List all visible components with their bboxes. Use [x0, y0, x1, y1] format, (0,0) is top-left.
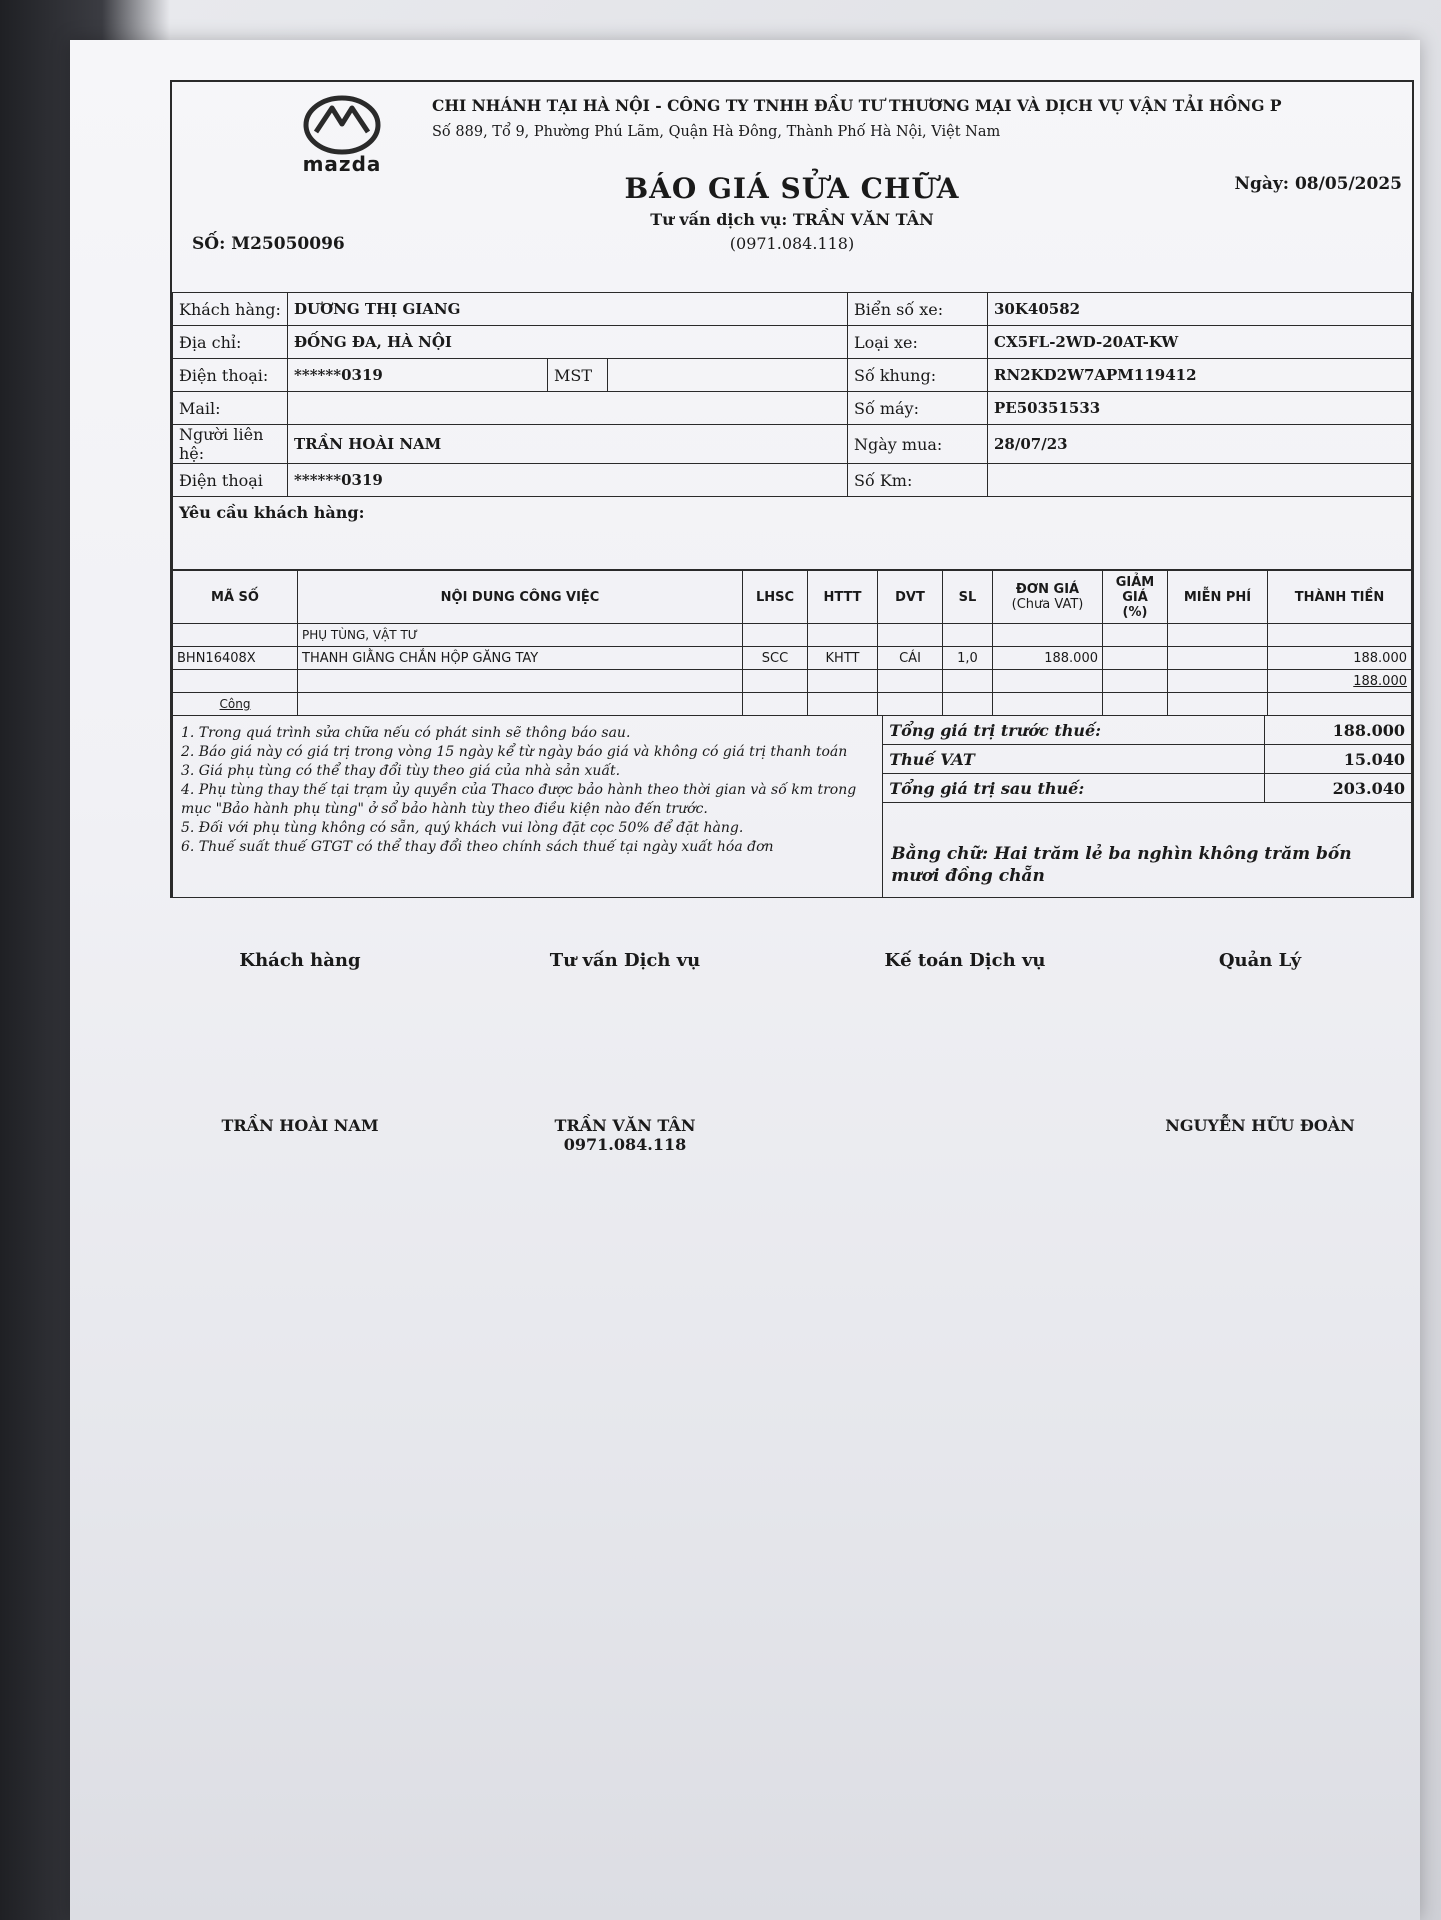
parts-subtotal: 188.000 [1268, 670, 1412, 693]
table-row [173, 647, 1412, 670]
col-unit-price-label: ĐƠN GIÁ [1015, 582, 1080, 597]
note-item: 2. Báo giá này có giá trị trong vòng 15 ngày kể từ ngày báo giá và không có giá trị thanh toán [181, 744, 848, 760]
subtotal-row [173, 670, 1412, 693]
contact-label: Người liên hệ: [173, 425, 288, 464]
col-free: MIỄN PHÍ [1168, 571, 1268, 624]
mazda-logo [292, 94, 392, 176]
service-advisor: Tư vấn dịch vụ: TRẦN VĂN TÂN [650, 210, 934, 229]
customer-address: ĐỐNG ĐA, HÀ NỘI [288, 326, 848, 359]
signature-accountant [850, 950, 1080, 971]
item-discount [1103, 647, 1168, 670]
km-value [988, 464, 1412, 497]
item-code: BHN16408X [173, 647, 298, 670]
vat-value: 15.040 [1343, 749, 1405, 769]
vat-row [883, 745, 1411, 774]
document-date: Ngày: 08/05/2025 [1234, 174, 1402, 194]
col-code: MÃ SỐ [173, 571, 298, 624]
col-description: NỘI DUNG CÔNG VIỆC [298, 571, 743, 624]
quotation-paper [70, 40, 1420, 1920]
col-unit-price [993, 571, 1103, 624]
customer-name-label: Khách hàng: [173, 293, 288, 326]
info-row [173, 392, 1412, 425]
signature-name: TRẦN HOÀI NAM [221, 1116, 379, 1135]
col-discount [1103, 571, 1168, 624]
info-row [173, 326, 1412, 359]
contact-name: TRẦN HOÀI NAM [288, 425, 848, 464]
col-amount: THÀNH TIỀN [1268, 571, 1412, 624]
signature-name: TRẦN VĂN TÂN [554, 1116, 696, 1135]
item-quantity: 1,0 [943, 647, 993, 670]
mazda-emblem-icon [302, 94, 382, 156]
document-number: SỐ: M25050096 [192, 234, 345, 254]
logo-wordmark: mazda [302, 152, 382, 176]
table-header-row [173, 571, 1412, 624]
tax-code-value [608, 359, 848, 392]
item-description: THANH GIẰNG CHẮN HỘP GĂNG TAY [298, 647, 743, 670]
model-value: CX5FL-2WD-20AT-KW [988, 326, 1412, 359]
signature-advisor [510, 950, 740, 1154]
signature-role: Khách hàng [239, 950, 361, 971]
amount-in-words: Bằng chữ: Hai trăm lẻ ba nghìn không trăm bốn mươi đồng chẵn [891, 844, 1352, 886]
pre-tax-label: Tổng giá trị trước thuế: [883, 716, 1265, 744]
model-label: Loại xe: [848, 326, 988, 359]
note-item: 1. Trong quá trình sửa chữa nếu có phát sinh sẽ thông báo sau. [181, 725, 631, 741]
signature-manager [1130, 950, 1390, 1135]
purchase-date-value: 28/07/23 [988, 425, 1412, 464]
purchase-date-label: Ngày mua: [848, 425, 988, 464]
customer-request: Yêu cầu khách hàng: [172, 497, 1412, 570]
company-name: CHI NHÁNH TẠI HÀ NỘI - CÔNG TY TNHH ĐẦU TƯ THƯƠNG MẠI VÀ DỊCH VỤ VẬN TẢI HỒNG P [432, 96, 1282, 115]
info-row [173, 293, 1412, 326]
item-free [1168, 647, 1268, 670]
plate-label: Biển số xe: [848, 293, 988, 326]
col-unit: DVT [878, 571, 943, 624]
customer-name: DƯƠNG THỊ GIANG [288, 293, 848, 326]
tax-code-label: MST [548, 359, 608, 392]
group-label-parts: PHỤ TÙNG, VẬT TƯ [298, 624, 743, 647]
note-item: 5. Đối với phụ tùng không có sẵn, quý khách vui lòng đặt cọc 50% để đặt hàng. [181, 820, 744, 836]
note-item: 6. Thuế suất thuế GTGT có thể thay đổi theo chính sách thuế tại ngày xuất hóa đơn [181, 839, 774, 855]
item-unit: CÁI [878, 647, 943, 670]
group-label-labor: Công [173, 693, 298, 716]
engine-value: PE50351533 [988, 392, 1412, 425]
info-row [173, 464, 1412, 497]
signature-customer [200, 950, 400, 1135]
terms-notes [173, 716, 883, 897]
after-tax-value: 203.040 [1332, 778, 1405, 798]
item-unit-price: 188.000 [993, 647, 1103, 670]
note-item: 3. Giá phụ tùng có thể thay đổi tùy theo giá của nhà sản xuất. [181, 763, 621, 779]
info-row [173, 425, 1412, 464]
customer-mail [288, 392, 848, 425]
item-lhsc: SCC [743, 647, 808, 670]
service-advisor-phone: (0971.084.118) [729, 234, 855, 253]
customer-vehicle-table [172, 292, 1412, 497]
col-quantity: SL [943, 571, 993, 624]
signature-section [170, 950, 1410, 1250]
col-discount-sub: (%) [1122, 604, 1148, 620]
contact-phone: ******0319 [288, 464, 848, 497]
col-discount-label: GIẢM GIÁ [1115, 574, 1155, 605]
item-httt: KHTT [808, 647, 878, 670]
phone-label: Điện thoại: [173, 359, 288, 392]
address-label: Địa chỉ: [173, 326, 288, 359]
vat-label: Thuế VAT [883, 745, 1265, 773]
chassis-value: RN2KD2W7APM119412 [988, 359, 1412, 392]
after-tax-row [883, 774, 1411, 803]
contact-phone-label: Điện thoại [173, 464, 288, 497]
info-row [173, 359, 1412, 392]
document-header [172, 82, 1412, 292]
col-httt: HTTT [808, 571, 878, 624]
col-unit-price-sub: (Chưa VAT) [1011, 597, 1084, 612]
signature-role: Quản Lý [1218, 950, 1302, 971]
group-row-labor [173, 693, 1412, 716]
note-item: 4. Phụ tùng thay thế tại trạm ủy quyền của Thaco được bảo hành theo thời gian và số km trong mục "Bảo hành phụ tùng" ở sổ bảo hành tùy theo điều kiện nào đến trước. [181, 782, 857, 817]
customer-phone: ******0319 [288, 359, 548, 392]
signature-role: Tư vấn Dịch vụ [549, 950, 701, 971]
totals-box [883, 716, 1411, 897]
after-tax-label: Tổng giá trị sau thuế: [883, 774, 1265, 802]
mail-label: Mail: [173, 392, 288, 425]
document-title: BÁO GIÁ SỬA CHỮA [624, 172, 960, 205]
group-row-parts [173, 624, 1412, 647]
quotation-frame [170, 80, 1414, 898]
chassis-label: Số khung: [848, 359, 988, 392]
pre-tax-value: 188.000 [1332, 720, 1405, 740]
engine-label: Số máy: [848, 392, 988, 425]
item-amount: 188.000 [1268, 647, 1412, 670]
signature-name: NGUYỄN HỮU ĐOÀN [1165, 1116, 1355, 1135]
company-address: Số 889, Tổ 9, Phường Phú Lãm, Quận Hà Đông, Thành Phố Hà Nội, Việt Nam [432, 124, 1001, 140]
signature-phone: 0971.084.118 [563, 1135, 687, 1154]
col-lhsc: LHSC [743, 571, 808, 624]
summary-section [172, 716, 1412, 898]
work-items-table [172, 570, 1412, 716]
km-label: Số Km: [848, 464, 988, 497]
pre-tax-row [883, 716, 1411, 745]
signature-role: Kế toán Dịch vụ [884, 950, 1046, 971]
plate-value: 30K40582 [988, 293, 1412, 326]
